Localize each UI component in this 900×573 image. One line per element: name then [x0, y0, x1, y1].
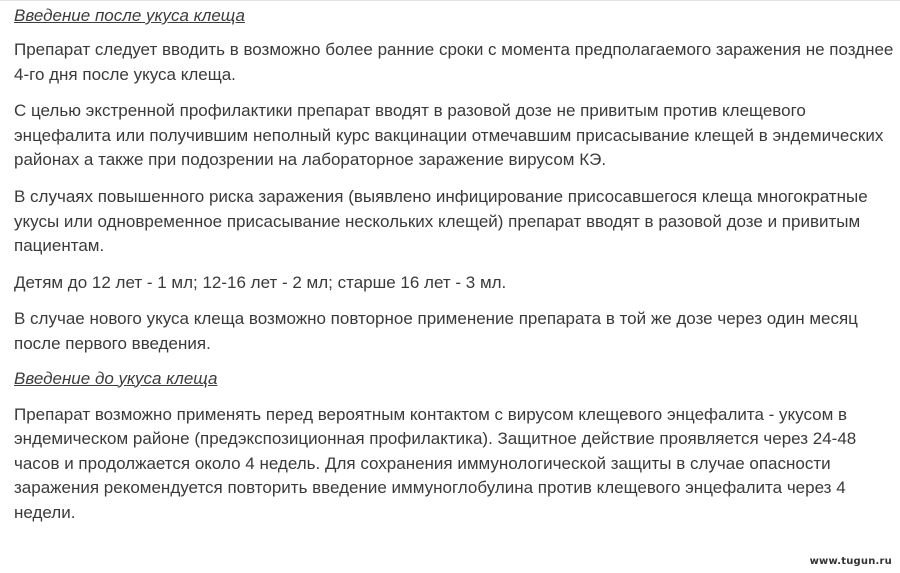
section-heading-after-bite: Введение после укуса клеща — [14, 6, 245, 25]
paragraph-repeat-bite: В случае нового укуса клеща возможно повторное применение препарата в той же дозе через один месяц после первого введения. — [14, 309, 858, 353]
paragraph-pre-exposure: Препарат возможно применять перед вероятным контактом с вирусом клещевого энцефалита - укусом в эндемическом районе (предэкспозиционная профилактика). Защитное действие проявляется через 24-48 часов и продолжается около 4 недель. Для сохранения иммунологической защиты в случае опасности заражения рекомендуется повторить введение иммуноглобулина против клещевого энцефалита через 4 недели. — [14, 404, 857, 522]
paragraph-emergency-prophylaxis: С целью экстренной профилактики препарат вводят в разовой дозе не привитым против клещевого энцефалита или получившим неполный курс вакцинации отмечавшим присасывание клещей в эндемических районах а также при подозрении на лабораторное заражение вирусом КЭ. — [14, 101, 884, 170]
top-divider — [0, 0, 900, 1]
section-heading-before-bite: Введение до укуса клеща — [14, 368, 218, 388]
article-content — [14, 4, 896, 526]
paragraph-timing: Препарат следует вводить в возможно более ранние сроки с момента предполагаемого заражения не позднее 4-го дня после укуса клеща. — [14, 40, 894, 84]
paragraph-high-risk: В случаях повышенного риска заражения (выявлено инфицирование присосавшегося клеща многократные укусы или одновременное присасывание нескольких клещей) препарат вводят в разовой дозе и привитым пациентам. — [14, 186, 868, 256]
site-watermark: www.tugun.ru — [809, 556, 892, 567]
paragraph-dosage-children: Детям до 12 лет - 1 мл; 12-16 лет - 2 мл; старше 16 лет - 3 мл. — [14, 272, 507, 292]
